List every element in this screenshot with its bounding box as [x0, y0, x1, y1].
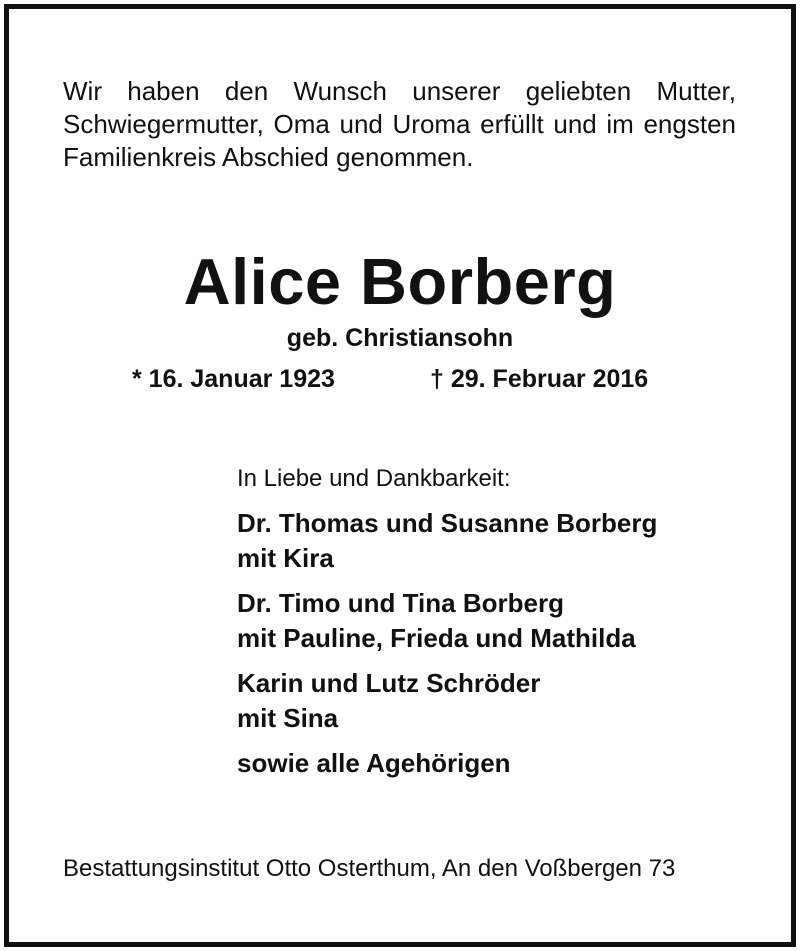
mourner-group: [237, 666, 777, 736]
mourner-names: Dr. Timo und Tina Borberg: [237, 588, 564, 618]
mourners-section: [237, 462, 777, 791]
mourners-closing: [237, 746, 777, 781]
mourner-names: Dr. Thomas und Susanne Borberg: [237, 508, 658, 538]
mourner-children: mit Pauline, Frieda und Mathilda: [237, 623, 636, 653]
birth-date: * 16. Januar 1923: [132, 365, 335, 393]
maiden-name: geb. Christiansohn: [286, 324, 514, 352]
funeral-home-footer: Bestattungsinstitut Otto Osterthum, An den Voßbergen 73: [63, 855, 676, 882]
mourner-group: [237, 506, 777, 576]
mourners-intro: In Liebe und Dankbarkeit:: [237, 465, 511, 492]
life-dates: [0, 362, 800, 398]
mourner-names: Karin und Lutz Schröder: [237, 668, 541, 698]
intro-text: Wir haben den Wunsch unserer geliebten Mutter, Schwiegermutter, Oma und Uroma erfüllt und im engsten Familienkreis Abschied genommen.: [63, 76, 736, 172]
deceased-name: Alice Borberg: [183, 245, 617, 318]
mourner-children: mit Sina: [237, 703, 339, 733]
mourners-closing-text: sowie alle Agehörigen: [237, 748, 511, 778]
mourner-children: mit Kira: [237, 543, 334, 573]
mourner-group: [237, 586, 777, 656]
death-date: † 29. Februar 2016: [430, 365, 649, 393]
